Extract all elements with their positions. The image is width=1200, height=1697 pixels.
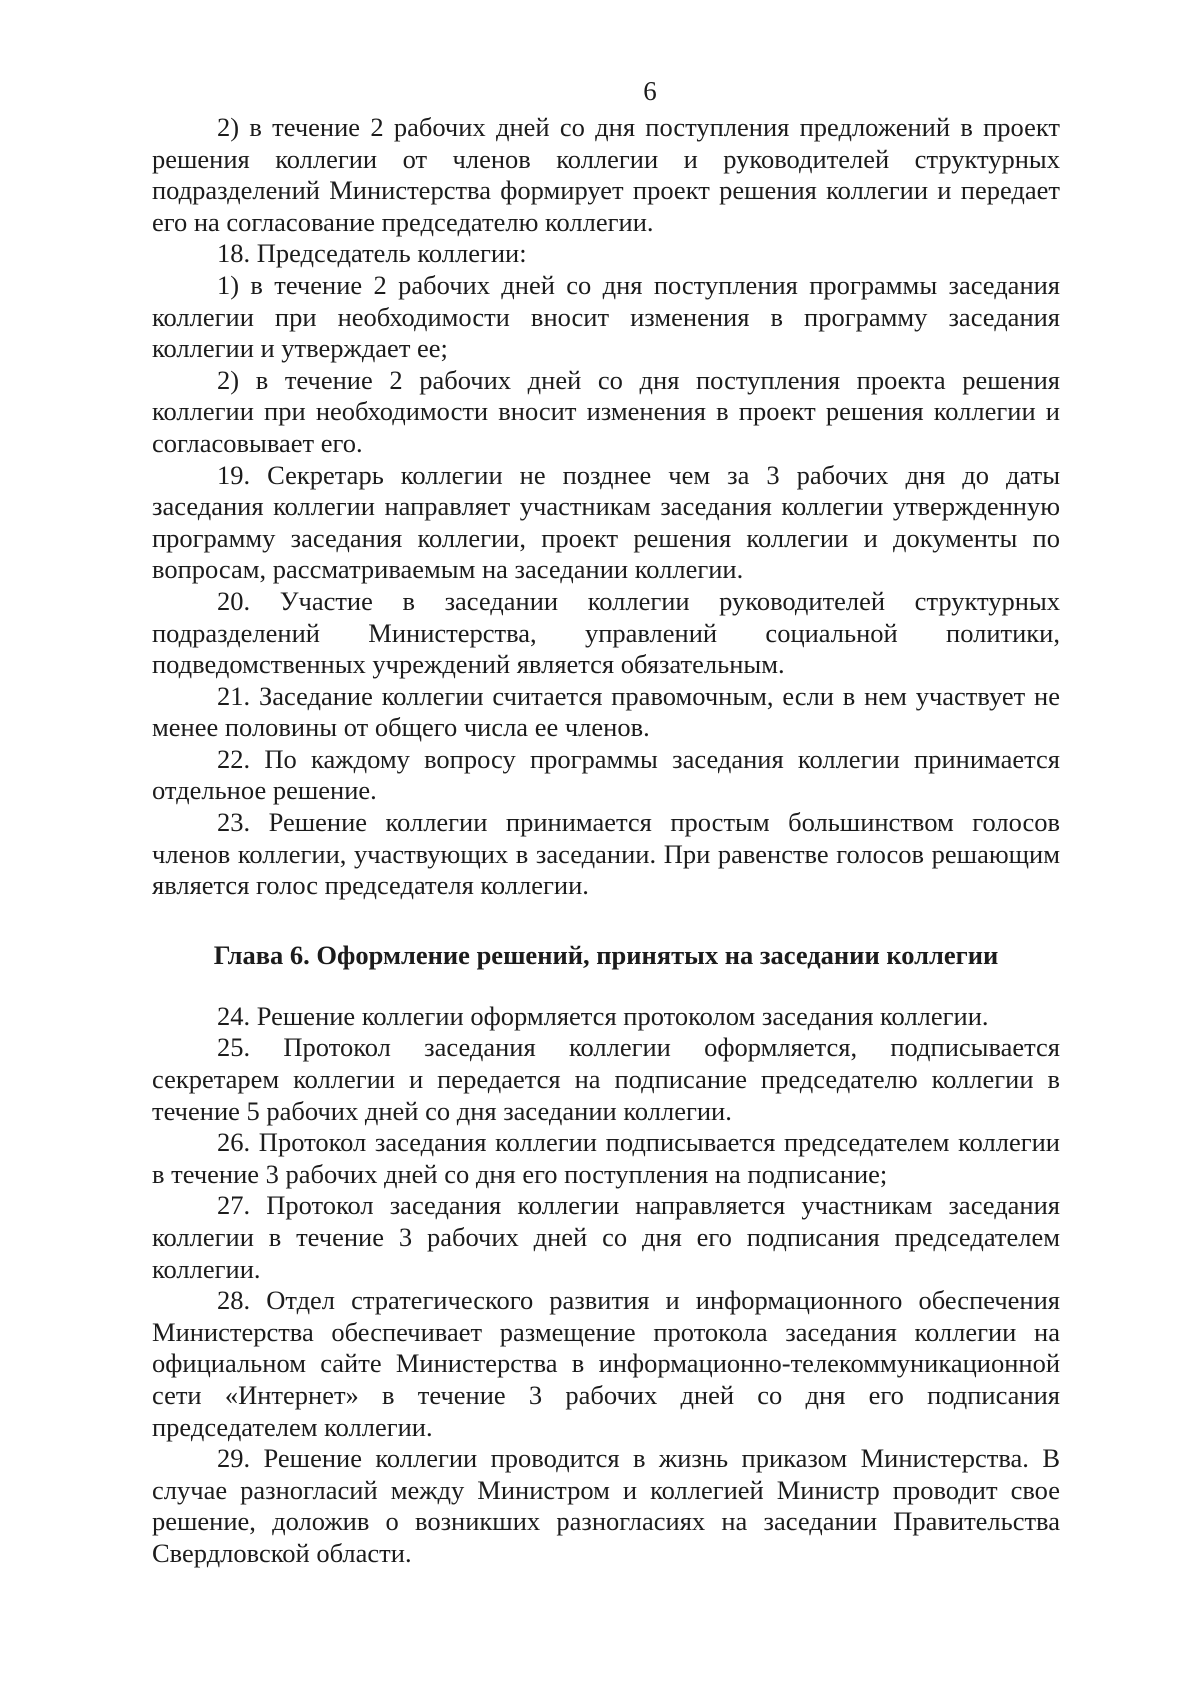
paragraph-18-item-1: 1) в течение 2 рабочих дней со дня поступления программы заседания коллегии при необходимости вносит изменения в программу заседания коллегии и утверждает ее; bbox=[152, 269, 1060, 364]
paragraph-19: 19. Секретарь коллегии не позднее чем за 3 рабочих дня до даты заседания коллегии направляет участникам заседания коллегии утвержденную программу заседания коллегии, проект решения коллегии и документы по вопросам, рассматриваемым на заседании коллегии. bbox=[152, 459, 1060, 585]
paragraph-20: 20. Участие в заседании коллегии руководителей структурных подразделений Министерства, управлений социальной политики, подведомственных учреждений является обязательным. bbox=[152, 585, 1060, 680]
paragraph-24: 24. Решение коллегии оформляется протоколом заседания коллегии. bbox=[217, 1000, 989, 1031]
paragraph-23: 23. Решение коллегии принимается простым большинством голосов членов коллегии, участвующих в заседании. При равенстве голосов решающим является голос председателя коллегии. bbox=[152, 807, 1060, 901]
paragraph-28: 28. Отдел стратегического развития и информационного обеспечения Министерства обеспечивает размещение протокола заседания коллегии на официальном сайте Министерства в информационно-телекоммуникационной сети «Интернет» в течение 3 рабочих дней со дня его подписания председателем коллегии. bbox=[152, 1285, 1060, 1442]
paragraph-22: 22. По каждому вопросу программы заседания коллегии принимается отдельное решение. bbox=[152, 743, 1060, 806]
paragraph-18-item-2: 2) в течение 2 рабочих дней со дня поступления проекта решения коллегии при необходимости вносит изменения в проект решения коллегии и согласовывает его. bbox=[152, 364, 1060, 458]
paragraph-25: 25. Протокол заседания коллегии оформляется, подписывается секретарем коллегии и передается на подписание председателю коллегии в течение 5 рабочих дней со дня заседании коллегии. bbox=[152, 1032, 1060, 1126]
paragraph-18-chairman: 18. Председатель коллегии: bbox=[217, 238, 527, 269]
paragraph-29: 29. Решение коллегии проводится в жизнь приказом Министерства. В случае разногласий между Министром и коллегией Министр проводит свое решение, доложив о возникших разногласиях на заседании Правительства Свердловской области. bbox=[152, 1443, 1060, 1568]
paragraph-27: 27. Протокол заседания коллегии направляется участникам заседания коллегии в течение 3 рабочих дней со дня его подписания председателем коллегии. bbox=[152, 1190, 1060, 1284]
paragraph-item-2-draft-decision: 2) в течение 2 рабочих дней со дня поступления предложений в проект решения коллегии от членов коллегии и руководителей структурных подразделений Министерства формирует проект решения коллегии и передает его на согласование председателю коллегии. bbox=[152, 112, 1060, 237]
paragraph-26: 26. Протокол заседания коллегии подписывается председателем коллегии в течение 3 рабочих дней со дня его поступления на подписание; bbox=[152, 1127, 1060, 1189]
paragraph-21: 21. Заседание коллегии считается правомочным, если в нем участвует не менее половины от общего числа ее членов. bbox=[152, 680, 1060, 743]
document-body bbox=[152, 112, 1060, 1570]
chapter-6-heading: Глава 6. Оформление решений, принятых на заседании коллегии bbox=[213, 939, 999, 970]
page-number: 6 bbox=[643, 76, 657, 106]
